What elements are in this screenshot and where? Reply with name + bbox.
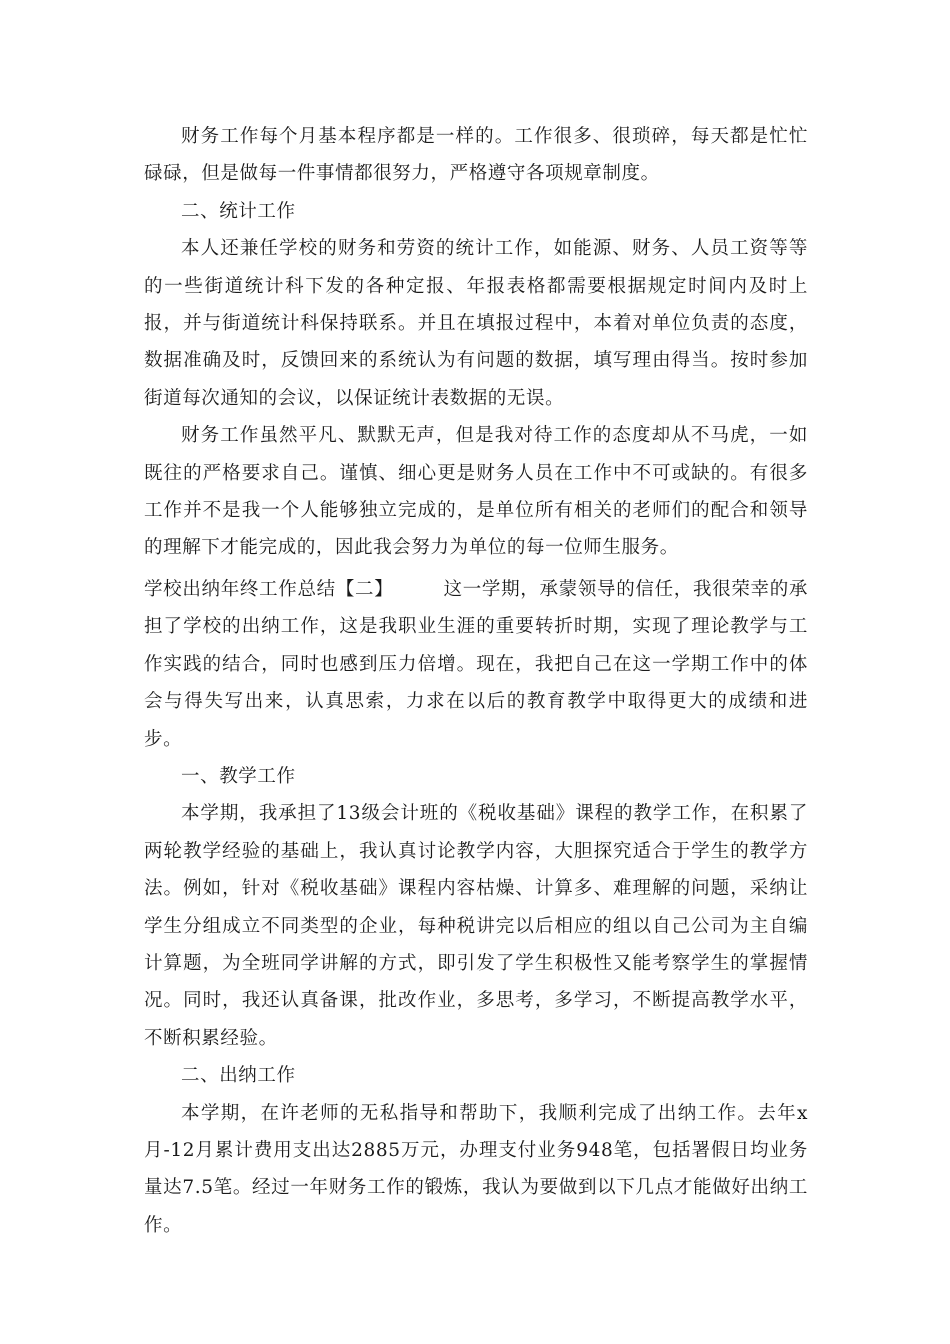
document-body (144, 118, 808, 1244)
paragraph-teaching: 本学期，我承担了13级会计班的《税收基础》课程的教学工作，在积累了两轮教学经验的基础上，我认真讨论教学内容，大胆探究适合于学生的教学方法。例如，针对《税收基础》课程内容枯燥、计算多、难理解的问题，采纳让学生分组成立不同类型的企业，每种税讲完以后相应的组以自己公司为主自编计算题，为全班同学讲解的方式，即引发了学生积极性又能考察学生的掌握情况。同时，我还认真备课，批改作业，多思考，多学习，不断提高教学水平，不断积累经验。 (144, 803, 808, 1049)
heading-statistics-work: 二、统计工作 (181, 200, 296, 222)
heading-cashier-work: 二、出纳工作 (181, 1065, 296, 1087)
paragraph-attitude: 财务工作虽然平凡、默默无声，但是我对待工作的态度却从不马虎，一如既往的严格要求自己。谨慎、细心更是财务人员在工作中不可或缺的。有很多工作并不是我一个人能够独立完成的，是单位所有相关的老师们的配合和领导的理解下才能完成的，因此我会努力为单位的每一位师生服务。 (144, 425, 808, 559)
paragraph-intro: 这一学期，承蒙领导的信任，我很荣幸的承担了学校的出纳工作，这是我职业生涯的重要转折时期，实现了理论教学与工作实践的结合，同时也感到压力倍增。现在，我把自己在这一学期工作中的体会与得失写出来，认真思索，力求在以后的教育教学中取得更大的成绩和进步。 (144, 578, 808, 750)
paragraph-cashier: 本学期，在许老师的无私指导和帮助下，我顺利完成了出纳工作。去年x月-12月累计费用支出达2885万元，办理支付业务948笔，包括署假日均业务量达7.5笔。经过一年财务工作的锻炼，我认为要做到以下几点才能做好出纳工作。 (144, 1102, 808, 1236)
paragraph-routine: 财务工作每个月基本程序都是一样的。工作很多、很琐碎，每天都是忙忙碌碌，但是做每一件事情都很努力，严格遵守各项规章制度。 (144, 126, 808, 185)
paragraph-section-two (144, 571, 808, 758)
section-title: 学校出纳年终工作总结【二】 (144, 578, 394, 600)
paragraph-statistics: 本人还兼任学校的财务和劳资的统计工作，如能源、财务、人员工资等等的一些街道统计科下发的各种定报、年报表格都需要根据规定时间内及时上报，并与街道统计科保持联系。并且在填报过程中，本着对单位负责的态度，数据准确及时，反馈回来的系统认为有问题的数据，填写理由得当。按时参加街道每次通知的会议，以保证统计表数据的无误。 (144, 238, 808, 409)
heading-teaching-work: 一、教学工作 (181, 765, 296, 787)
